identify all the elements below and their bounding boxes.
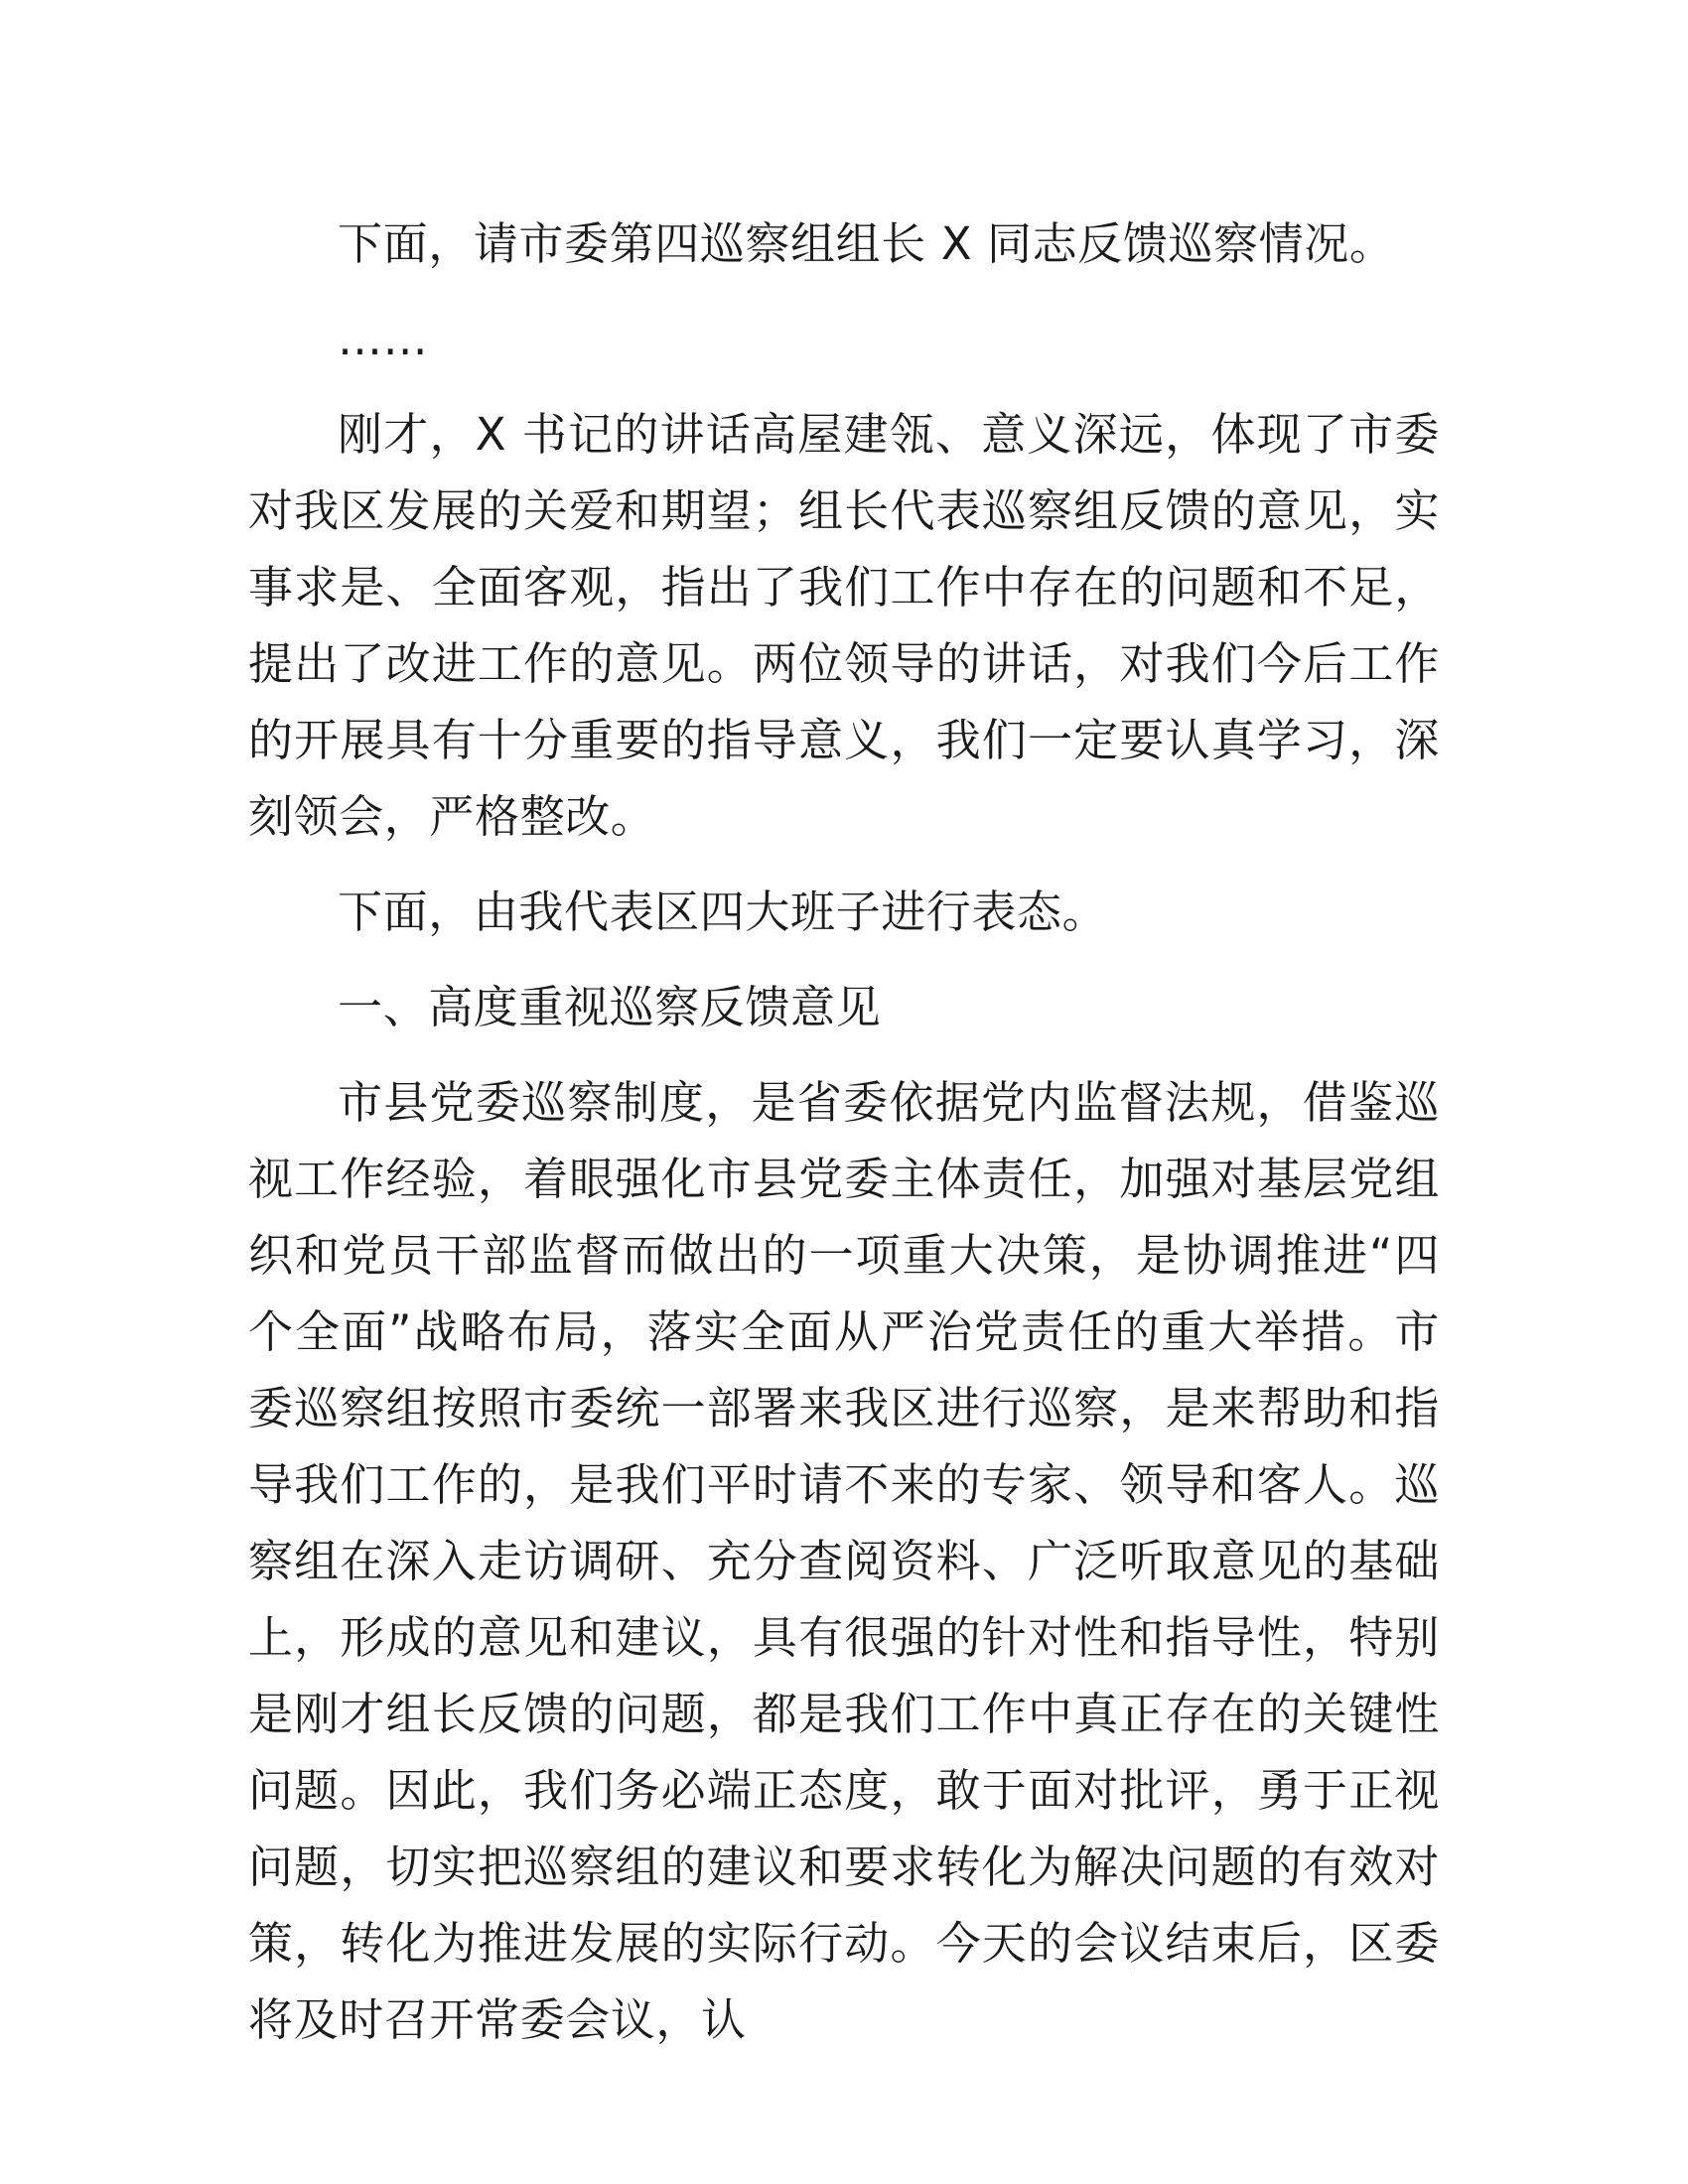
paragraph-inspection-system: 市县党委巡察制度，是省委依据党内监督法规，借鉴巡视工作经验，着眼强化市县党委主体责任，加强对基层党组织和党员干部监督而做出的一项重大决策，是协调推进“四个全面”战略布局，落实全面从严治党责任的重大举措。市委巡察组按照市委统一部署来我区进行巡察，是来帮助和指导我们工作的，是我们平时请不来的专家、领导和客人。巡察组在深入走访调研、充分查阅资料、广泛听取意见的基础上，形成的意见和建议，具有很强的针对性和指导性，特别是刚才组长反馈的问题，都是我们工作中真正存在的关键性问题。因此，我们务必端正态度，敢于面对批评，勇于正视问题，切实把巡察组的建议和要求转化为解决问题的有效对策，转化为推进发展的实际行动。今天的会议结束后，区委将及时召开常委会议，认 (248, 1076, 1440, 2046)
section-heading-1: 一、高度重视巡察反馈意见 (338, 981, 882, 1033)
paragraph-statement-intro: 下面，由我代表区四大班子进行表态。 (338, 886, 1108, 938)
paragraph-feedback-intro: 下面，请市委第四巡察组组长 X 同志反馈巡察情况。 (338, 217, 1395, 270)
paragraph-ellipsis: …… (338, 313, 429, 365)
paragraph-remarks: 刚才，X 书记的讲话高屋建瓴、意义深远，体现了市委对我区发展的关爱和期望；组长代表巡察组反馈的意见，实事求是、全面客观，指出了我们工作中存在的问题和不足，提出了改进工作的意见。两位领导的讲话，对我们今后工作的开展具有十分重要的指导意义，我们一定要认真学习，深刻领会，严格整改。 (248, 408, 1440, 843)
document-body (248, 205, 1440, 2077)
